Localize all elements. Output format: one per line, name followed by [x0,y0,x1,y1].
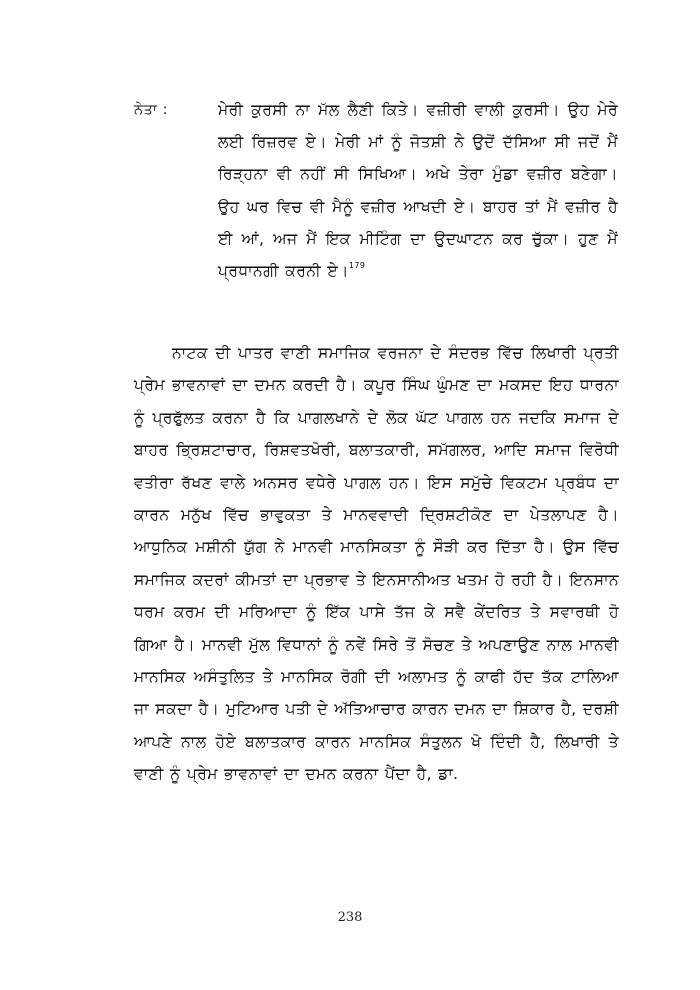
dialogue-text [218,94,618,287]
page-number: 238 [337,910,363,925]
footnote-reference: 179 [348,260,366,270]
body-paragraph: ਨਾਟਕ ਦੀ ਪਾਤਰ ਵਾਣੀ ਸਮਾਜਿਕ ਵਰਜਨਾ ਦੇ ਸੰਦਰਭ ਵਿੱਚ ਲਿਖਾਰੀ ਪ੍ਰਤੀ ਪ੍ਰੇਮ ਭਾਵਨਾਵਾਂ ਦਾ ਦਮਨ ਕਰਦੀ ਹੈ। ਕਪੂਰ ਸਿੰਘ ਘੁੰਮਣ ਦਾ ਮਕਸਦ ਇਹ ਧਾਰਨਾ ਨੂੰ ਪ੍ਰਫੁੱਲਤ ਕਰਨਾ ਹੈ ਕਿ ਪਾਗਲਖਾਨੇ ਦੇ ਲੋਕ ਘੱਟ ਪਾਗਲ ਹਨ ਜਦਕਿ ਸਮਾਜ ਦੇ ਬਾਹਰ ਭ੍ਰਿਸ਼ਟਾਚਾਰ, ਰਿਸ਼ਵਤਖੋਰੀ, ਬਲਾਤਕਾਰੀ, ਸਮੱਗਲਰ, ਆਦਿ ਸਮਾਜ ਵਿਰੋਧੀ ਵਤੀਰਾ ਰੱਖਣ ਵਾਲੇ ਅਨਸਰ ਵਧੇਰੇ ਪਾਗਲ ਹਨ। ਇਸ ਸਮੁੱਚੇ ਵਿਕਟਮ ਪ੍ਰਬੰਧ ਦਾ ਕਾਰਨ ਮਨੁੱਖ ਵਿੱਚ ਭਾਵੁਕਤਾ ਤੇ ਮਾਨਵਵਾਦੀ ਦ੍ਰਿਸ਼ਟੀਕੋਣ ਦਾ ਪੇਤਲਾਪਣ ਹੈ। ਆਧੁਨਿਕ ਮਸ਼ੀਨੀ ਯੁੱਗ ਨੇ ਮਾਨਵੀ ਮਾਨਸਿਕਤਾ ਨੂੰ ਸੌੜੀ ਕਰ ਦਿੱਤਾ ਹੈ। ਉਸ ਵਿੱਚ ਸਮਾਜਿਕ ਕਦਰਾਂ ਕੀਮਤਾਂ ਦਾ ਪ੍ਰਭਾਵ ਤੇ ਇਨਸਾਨੀਅਤ ਖਤਮ ਹੋ ਰਹੀ ਹੈ। ਇਨਸਾਨ ਧਰਮ ਕਰਮ ਦੀ ਮਰਿਆਦਾ ਨੂੰ ਇੱਕ ਪਾਸੇ ਤੱਜ ਕੇ ਸਵੈ ਕੇਂਦਰਿਤ ਤੇ ਸਵਾਰਥੀ ਹੋ ਗਿਆ ਹੈ। ਮਾਨਵੀ ਮੁੱਲ ਵਿਧਾਨਾਂ ਨੂੰ ਨਵੇਂ ਸਿਰੇ ਤੋਂ ਸੋਚਣ ਤੇ ਅਪਣਾਉਣ ਨਾਲ ਮਾਨਵੀ ਮਾਨਸਿਕ ਅਸੰਤੁਲਿਤ ਤੇ ਮਾਨਸਿਕ ਰੋਗੀ ਦੀ ਅਲਾਮਤ ਨੂੰ ਕਾਫੀ ਹੱਦ ਤੱਕ ਟਾਲਿਆ ਜਾ ਸਕਦਾ ਹੈ। ਮੁਟਿਆਰ ਪਤੀ ਦੇ ਅੱਤਿਆਚਾਰ ਕਾਰਨ ਦਮਨ ਦਾ ਸ਼ਿਕਾਰ ਹੈ, ਦਰਸ਼ੀ ਆਪਣੇ ਨਾਲ ਹੋਏ ਬਲਾਤਕਾਰ ਕਾਰਨ ਮਾਨਸਿਕ ਸੰਤੁਲਨ ਖੋ ਦਿੰਦੀ ਹੈ, ਲਿਖਾਰੀ ਤੇ ਵਾਣੀ ਨੂੰ ਪ੍ਰੇਮ ਭਾਵਨਾਵਾਂ ਦਾ ਦਮਨ ਕਰਨਾ ਪੈਂਦਾ ਹੈ, ਡਾ. [134,344,619,784]
speaker-label: ਨੇਤਾ : [134,102,168,118]
dialogue-speech: ਮੇਰੀ ਕੁਰਸੀ ਨਾ ਮੱਲ ਲੈਣੀ ਕਿਤੇ। ਵਜ਼ੀਰੀ ਵਾਲੀ ਕੁਰਸੀ। ਉਹ ਮੇਰੇ ਲਈ ਰਿਜ਼ਰਵ ਏ। ਮੇਰੀ ਮਾਂ ਨੂੰ ਜੋਤਸ਼ੀ ਨੇ ਉਦੋਂ ਦੱਸਿਆ ਸੀ ਜਦੋਂ ਮੈਂ ਰਿੜ੍ਹਨਾ ਵੀ ਨਹੀਂ ਸੀ ਸਿਖਿਆ। ਅਖੇ ਤੇਰਾ ਮੁੰਡਾ ਵਜ਼ੀਰ ਬਣੇਗਾ। ਉਹ ਘਰ ਵਿਚ ਵੀ ਮੈਨੂੰ ਵਜ਼ੀਰ ਆਖਦੀ ਏ। ਬਾਹਰ ਤਾਂ ਮੈਂ ਵਜ਼ੀਰ ਹੈ ਈ ਆਂ, ਅਜ ਮੈਂ ਇਕ ਮੀਟਿੰਗ ਦਾ ਉਦਘਾਟਨ ਕਰ ਚੁੱਕਾ। ਹੁਣ ਮੈਂ ਪ੍ਰਧਾਨਗੀ ਕਰਨੀ ਏ। [218,101,618,281]
